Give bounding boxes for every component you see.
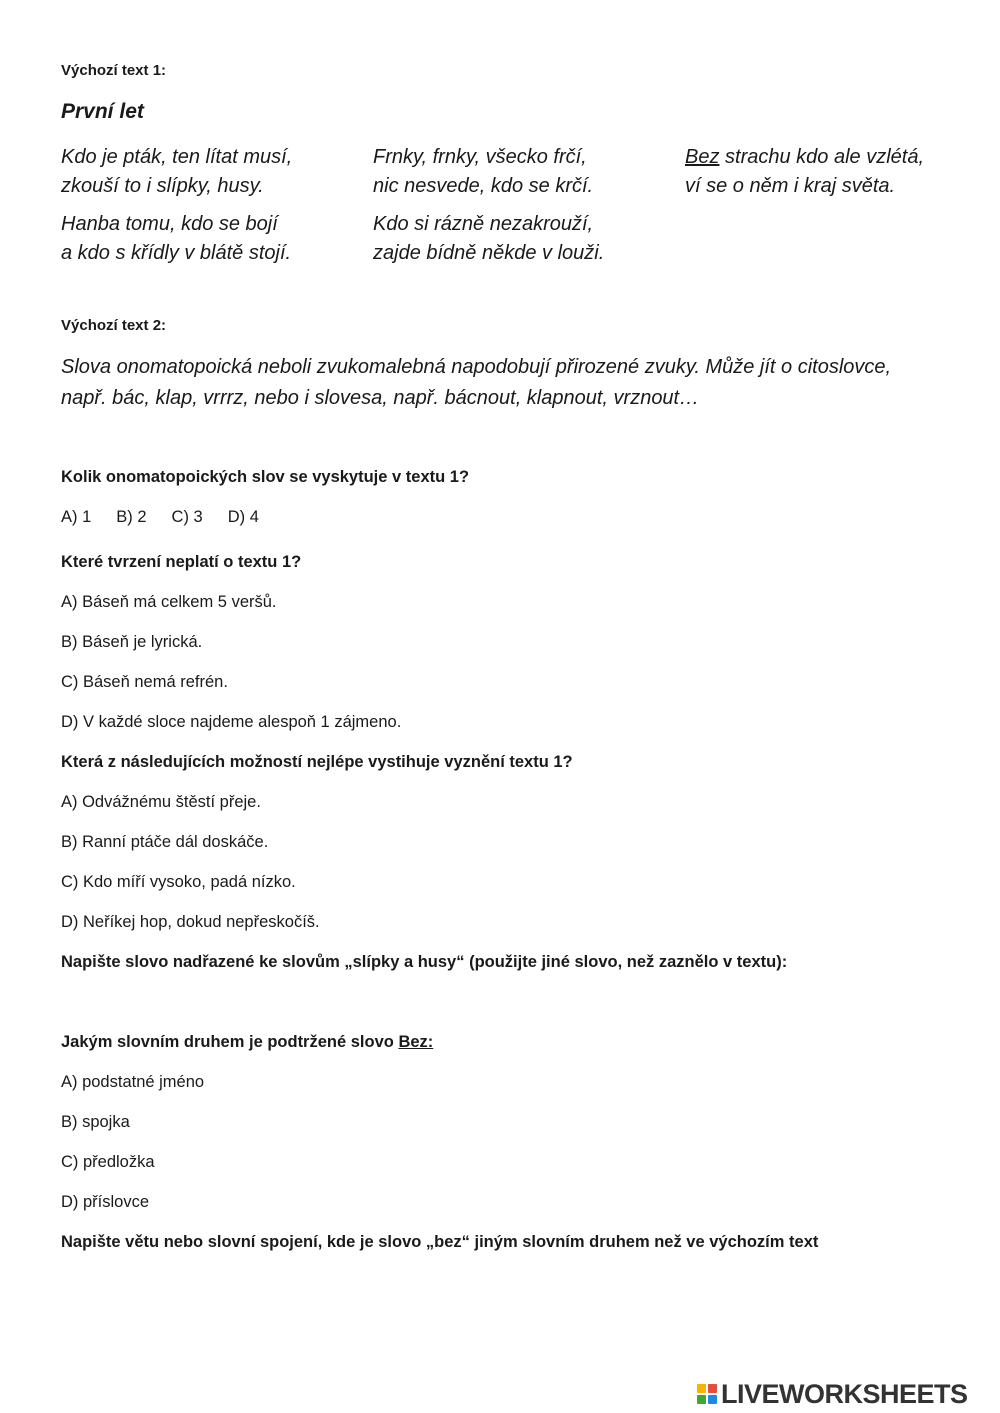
source-text-2-body xyxy=(61,352,891,414)
answer-option[interactable]: B) Ranní ptáče dál doskáče. xyxy=(61,833,269,851)
answer-option[interactable]: D) Neříkej hop, dokud nepřeskočíš. xyxy=(61,913,320,931)
question-6: Napište větu nebo slovní spojení, kde je slovo „bez“ jiným slovním druhem než ve výchozím text xyxy=(61,1233,819,1251)
answer-option[interactable]: C) Báseň nemá refrén. xyxy=(61,673,228,691)
answer-option[interactable]: A) Báseň má celkem 5 veršů. xyxy=(61,593,277,611)
logo-square xyxy=(708,1384,717,1393)
poem-line: ví se o něm i kraj světa. xyxy=(685,175,896,197)
answer-option[interactable]: D) V každé sloce najdeme alespoň 1 zájmeno. xyxy=(61,713,402,731)
poem-line: Hanba tomu, kdo se bojí xyxy=(61,213,278,235)
source-text-2-label: Výchozí text 2: xyxy=(61,317,167,334)
source-text-1-label: Výchozí text 1: xyxy=(61,62,167,79)
answer-option[interactable]: B) 2 xyxy=(116,508,147,526)
answer-option[interactable]: A) Odvážnému štěstí přeje. xyxy=(61,793,261,811)
poem-column-2-stanza-2 xyxy=(373,210,604,268)
answer-option[interactable]: A) 1 xyxy=(61,508,92,526)
poem-line: zkouší to i slípky, husy. xyxy=(61,175,264,197)
answer-option[interactable]: B) Báseň je lyrická. xyxy=(61,633,203,651)
question-2: Které tvrzení neplatí o textu 1? xyxy=(61,553,302,571)
logo-grid-icon xyxy=(697,1384,717,1404)
poem-line-rest: strachu kdo ale vzlétá, xyxy=(719,146,925,168)
question-5-text: Jakým slovním druhem je podtržené slovo xyxy=(61,1033,399,1051)
poem-title: První let xyxy=(61,100,144,123)
answer-option[interactable]: B) spojka xyxy=(61,1113,130,1131)
poem-line: Kdo si rázně nezakrouží, xyxy=(373,213,594,235)
paragraph-line: např. bác, klap, vrrrz, nebo i slovesa, např. bácnout, klapnout, vrznout… xyxy=(61,387,700,409)
poem-line: nic nesvede, kdo se krčí. xyxy=(373,175,594,197)
answer-option[interactable]: C) Kdo míří vysoko, padá nízko. xyxy=(61,873,296,891)
answer-option[interactable]: C) 3 xyxy=(171,508,203,526)
poem-column-3-stanza-1 xyxy=(685,143,924,201)
poem-line: Frnky, frnky, všecko frčí, xyxy=(373,146,587,168)
poem-column-2-stanza-1 xyxy=(373,143,593,201)
paragraph-line: Slova onomatopoická neboli zvukomalebná napodobují přirozené zvuky. Může jít o citoslovce, xyxy=(61,356,892,378)
underlined-word-bez: Bez xyxy=(685,146,720,168)
poem-column-1-stanza-2 xyxy=(61,210,291,268)
answer-option[interactable]: A) podstatné jméno xyxy=(61,1073,205,1091)
poem-line: zajde bídně někde v louži. xyxy=(373,242,605,264)
poem-line: Kdo je pták, ten lítat musí, xyxy=(61,146,293,168)
logo-text: LIVEWORKSHEETS xyxy=(721,1378,968,1409)
question-3: Která z následujících možností nejlépe vystihuje vyznění textu 1? xyxy=(61,753,573,771)
logo-square xyxy=(708,1395,717,1404)
answer-option[interactable]: D) 4 xyxy=(227,508,259,526)
question-5 xyxy=(61,1033,433,1052)
poem-line: a kdo s křídly v blátě stojí. xyxy=(61,242,292,264)
logo-square xyxy=(697,1395,706,1404)
question-5-underlined-word: Bez: xyxy=(398,1033,434,1051)
question-4: Napište slovo nadřazené ke slovům „slípky a husy“ (použijte jiné slovo, než zaznělo v textu): xyxy=(61,953,788,971)
poem-line xyxy=(685,143,924,172)
question-1: Kolik onomatopoických slov se vyskytuje v textu 1? xyxy=(61,468,470,486)
poem-column-1-stanza-1 xyxy=(61,143,292,201)
question-1-options xyxy=(61,508,284,527)
logo-square xyxy=(697,1384,706,1393)
liveworksheets-logo xyxy=(697,1378,968,1410)
answer-option[interactable]: C) předložka xyxy=(61,1153,155,1171)
answer-option[interactable]: D) příslovce xyxy=(61,1193,150,1211)
